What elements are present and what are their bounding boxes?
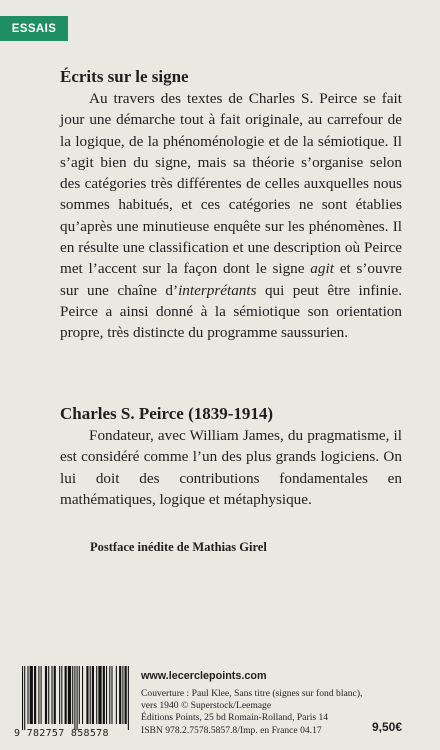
credit-line: ISBN 978.2.7578.5857.8/Imp. en France 04.17	[141, 724, 322, 736]
barcode-bar	[51, 666, 52, 724]
barcode-bar	[74, 666, 75, 730]
credit-line: vers 1940 © Superstock/Leemage	[141, 700, 272, 712]
barcode-bars	[14, 666, 132, 730]
barcode-bar	[111, 666, 112, 724]
barcode-bar	[119, 666, 121, 724]
barcode-bar	[86, 666, 88, 724]
barcode-bar	[34, 666, 36, 724]
barcode-bar	[54, 666, 56, 724]
isbn-barcode	[14, 666, 132, 742]
barcode-bar	[45, 666, 47, 724]
barcode-number: 9 782757 858578	[14, 728, 109, 739]
barcode-bar	[103, 666, 105, 724]
credit-line: Éditions Points, 25 bd Romain-Rolland, Paris 14	[141, 712, 329, 724]
barcode-bar	[68, 666, 71, 724]
barcode-bar	[30, 666, 33, 724]
barcode-bar	[48, 666, 49, 724]
barcode-bar	[59, 666, 60, 724]
barcode-bar	[65, 666, 67, 724]
book-summary-paragraph: Au travers des textes de Charles S. Peirce se fait jour une démarche tout à fait originale, au carrefour de la logique, de la phénoménologie et de la sémiotique. Il s’agit bien du signe, mais sa théorie s’organise selon des catégories très différentes de celles auxquelles nous sommes habitués, et ces catégories ne sont établies qu’après une minutieuse enquête sur les phénomènes. Il en résulte une classification et une description où Peirce met l’accent sur la façon dont le signe agit et s’ouvre sur une chaîne d’interprétants qui peut être infinie. Peirce a ainsi donné à la sémiotique son orientation propre, très distincte du programme saussurien.	[60, 90, 402, 342]
barcode-bar	[22, 666, 23, 730]
barcode-bar	[116, 666, 117, 724]
author-bio-paragraph: Fondateur, avec William James, du pragmatisme, il est considéré comme l’un des plus grands logiciens. On lui doit des contributions fondamentales en mathématiques, logique et métaphysique.	[60, 427, 402, 508]
barcode-bar	[24, 666, 25, 730]
barcode-bar	[38, 666, 39, 724]
credit-line: Couverture : Paul Klee, Sans titre (signes sur fond blanc),	[141, 688, 363, 699]
barcode-bar	[77, 666, 78, 730]
postface-credit: Postface inédite de Mathias Girel	[90, 540, 267, 554]
barcode-bar	[82, 666, 83, 724]
price-label: 9,50€	[372, 720, 403, 734]
barcode-bar	[125, 666, 127, 724]
author-heading: Charles S. Peirce (1839-1914)	[60, 404, 274, 423]
barcode-bar	[27, 666, 28, 724]
barcode-bar	[61, 666, 62, 724]
barcode-bar	[72, 666, 73, 724]
barcode-bar	[90, 666, 91, 724]
publisher-website: www.lecerclepoints.com	[141, 670, 267, 682]
barcode-bar	[41, 666, 42, 724]
barcode-bar	[106, 666, 107, 724]
barcode-bar	[96, 666, 97, 724]
book-title-heading: Écrits sur le signe	[60, 67, 189, 86]
barcode-bar	[79, 666, 80, 724]
barcode-bar	[92, 666, 94, 724]
barcode-bar	[122, 666, 123, 724]
collection-label: ESSAIS	[0, 16, 68, 41]
barcode-bar	[128, 666, 129, 730]
barcode-bar	[109, 666, 110, 724]
cover-credits	[141, 688, 411, 737]
barcode-bar	[98, 666, 101, 724]
